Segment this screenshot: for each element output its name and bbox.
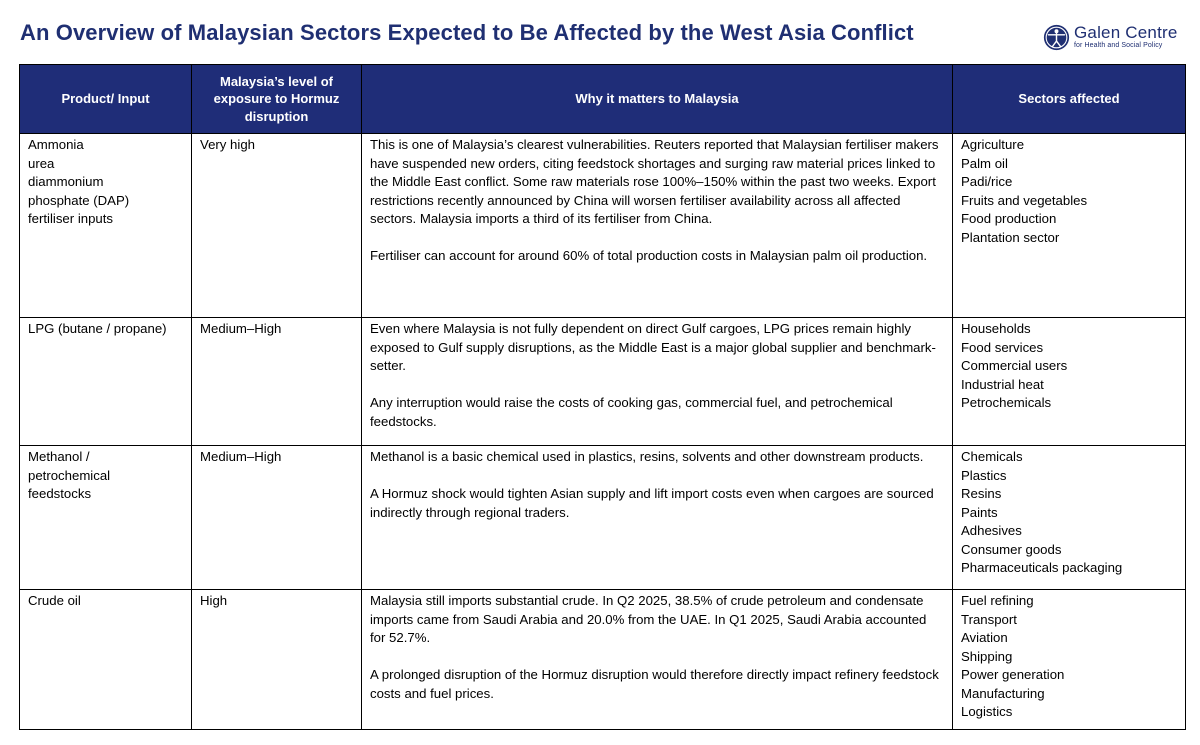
logo-subtitle: for Health and Social Policy [1074,42,1163,49]
sector-item: Fuel refining [961,593,1034,608]
cell-why-it-matters [362,446,953,590]
cell-why-it-matters [362,590,953,730]
header-product-input: Product/ Input [20,65,192,134]
table-header-row [20,65,1186,134]
sector-item: Food services [961,339,1044,355]
product-line: diammonium [28,174,104,189]
why-paragraph: A prolonged disruption of the Hormuz disruption would therefore directly impact refinery feedstock costs and fuel prices. [370,667,939,701]
sector-item: Households [961,321,1031,336]
why-paragraph: Malaysia still imports substantial crude. In Q2 2025, 38.5% of crude petroleum and condensate imports came from Saudi Arabia and 20.0% from the UAE. In Q1 2025, Saudi Arabia accounted for 52.7%. [370,593,927,645]
sector-item: Petrochemicals [961,395,1052,410]
sectors-table [19,64,1186,730]
cell-sectors [953,446,1186,590]
why-paragraph: Any interruption would raise the costs of cooking gas, commercial fuel, and petrochemical feedstocks. [370,395,893,429]
product-line: fertiliser inputs [28,211,114,226]
galen-centre-logo [1043,24,1178,54]
header-sectors-affected: Sectors affected [953,65,1186,134]
sector-item: Power generation [961,667,1065,682]
sector-item: Pharmaceuticals packaging [961,560,1123,575]
sector-item: Plastics [961,467,1007,483]
cell-product [20,134,192,318]
cell-exposure: Very high [192,134,362,318]
why-paragraph: This is one of Malaysia’s clearest vulnerabilities. Reuters reported that Malaysian fertiliser makers have suspended new orders, citing feedstock shortages and surging raw material prices linked to the Middle East conflict. Some raw materials rose 100%–150% within the past two weeks. Export restrictions recently announced by China will worsen fertiliser availability across all affected sectors. Malaysia imports a third of its fertiliser from China. [370,137,939,226]
cell-exposure: Medium–High [192,318,362,446]
sector-item: Adhesives [961,523,1022,538]
table-row [20,446,1186,590]
sector-item: Resins [961,486,1002,501]
table-row [20,318,1186,446]
cell-sectors [953,590,1186,730]
sector-item: Manufacturing [961,685,1045,701]
why-paragraph: Fertiliser can account for around 60% of total production costs in Malaysian palm oil production. [370,248,928,263]
cell-exposure: High [192,590,362,730]
product-line: urea [28,155,55,171]
sector-item: Consumer goods [961,541,1062,557]
header-why-it-matters: Why it matters to Malaysia [362,65,953,134]
page-title: An Overview of Malaysian Sectors Expected to Be Affected by the West Asia Conflict [20,20,914,45]
cell-product [20,446,192,590]
sector-item: Logistics [961,704,1013,719]
sector-item: Fruits and vegetables [961,192,1088,208]
cell-sectors [953,134,1186,318]
product-line: phosphate (DAP) [28,192,130,208]
sector-item: Padi/rice [961,174,1013,189]
vitruvian-figure-icon [1043,24,1070,51]
why-paragraph: A Hormuz shock would tighten Asian supply and lift import costs even when cargoes are sourced indirectly through regional traders. [370,486,934,520]
table-row [20,134,1186,318]
sector-item: Agriculture [961,137,1025,152]
product-line: LPG (butane / propane) [28,321,167,336]
cell-product [20,318,192,446]
product-line: Methanol / [28,449,90,464]
sector-item: Plantation sector [961,229,1060,245]
why-paragraph: Methanol is a basic chemical used in plastics, resins, solvents and other downstream products. [370,449,924,464]
sector-item: Chemicals [961,449,1023,464]
table-body [20,134,1186,730]
product-line: Crude oil [28,593,81,608]
cell-why-it-matters [362,134,953,318]
table-row [20,590,1186,730]
why-paragraph: Even where Malaysia is not fully dependent on direct Gulf cargoes, LPG prices remain highly exposed to Gulf supply disruptions, as the Middle East is a major global supplier and benchmark-setter. [370,321,936,373]
sector-item: Industrial heat [961,376,1044,392]
header-exposure-level [192,65,362,134]
cell-sectors [953,318,1186,446]
product-line: Ammonia [28,137,84,152]
sector-item: Transport [961,611,1017,627]
cell-product [20,590,192,730]
sector-item: Palm oil [961,155,1008,171]
sector-item: Aviation [961,630,1008,645]
product-line: feedstocks [28,486,92,501]
cell-why-it-matters [362,318,953,446]
sector-item: Paints [961,504,998,520]
logo-name: Galen Centre [1074,23,1178,42]
sector-item: Commercial users [961,358,1068,373]
cell-exposure: Medium–High [192,446,362,590]
header-exposure-label: Malaysia’s level of exposure to Hormuz disruption [213,73,340,124]
product-line: petrochemical [28,467,111,483]
sector-item: Shipping [961,648,1013,664]
sector-item: Food production [961,211,1057,226]
